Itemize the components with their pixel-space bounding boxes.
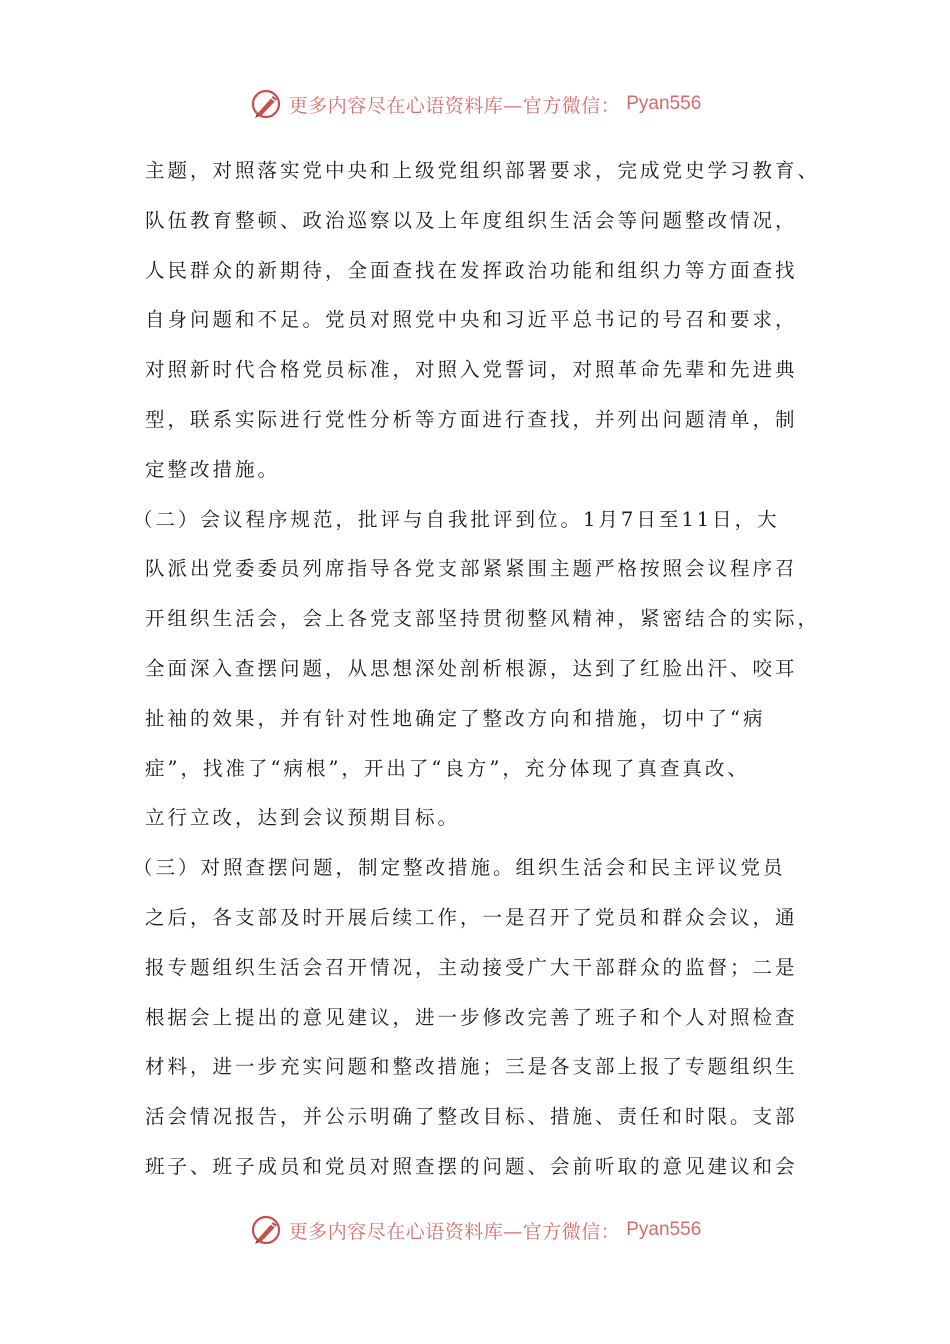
text-line: 材料，进一步充实问题和整改措施；三是各支部上报了专题组织生	[145, 1055, 798, 1079]
text-line: 立行立改，达到会议预期目标。	[145, 806, 461, 830]
text-line: 型，联系实际进行党性分析等方面进行查找，并列出问题清单，制	[145, 407, 798, 431]
text-line: 全面深入查摆问题，从思想深处剖析根源，达到了红脸出汗、咬耳	[145, 656, 798, 680]
text-line: 人民群众的新期待，全面查找在发挥政治功能和组织力等方面查找	[145, 258, 798, 282]
header-wechat-id: Pyan556	[626, 93, 702, 114]
section-heading-line: （三）对照查摆问题，制定整改措施。组织生活会和民主评议党员	[133, 856, 786, 880]
text-line: 活会情况报告，并公示明确了整改目标、措施、责任和时限。支部	[145, 1105, 798, 1129]
section-heading-line: （二）会议程序规范，批评与自我批评到位。1月7日至11日，大	[133, 507, 780, 531]
text-line: 队派出党委委员列席指导各党支部紧紧围主题严格按照会议程序召	[145, 557, 798, 581]
header-banner	[0, 84, 950, 124]
text-line: 对照新时代合格党员标准，对照入党誓词，对照革命先辈和先进典	[145, 358, 798, 382]
footer-banner-text: 更多内容尽在心语资料库—官方微信：	[288, 1220, 621, 1243]
header-banner-text: 更多内容尽在心语资料库—官方微信：	[288, 94, 621, 117]
text-line: 报专题组织生活会召开情况，主动接受广大干部群众的监督；二是	[145, 955, 798, 979]
text-line: 班子、班子成员和党员对照查摆的问题、会前听取的意见建议和会	[145, 1154, 798, 1178]
footer-banner	[0, 1210, 950, 1250]
text-line: 自身问题和不足。党员对照党中央和习近平总书记的号召和要求，	[145, 308, 798, 332]
text-line: 扯袖的效果，并有针对性地确定了整改方向和措施，切中了“病	[145, 706, 766, 730]
footer-wechat-id: Pyan556	[626, 1219, 702, 1240]
text-line: 开组织生活会，会上各党支部坚持贯彻整风精神，紧密结合的实际，	[145, 607, 821, 631]
text-line: 之后，各支部及时开展后续工作，一是召开了党员和群众会议，通	[145, 905, 798, 929]
text-line: 队伍教育整顿、政治巡察以及上年度组织生活会等问题整改情况，	[145, 208, 798, 232]
pen-logo-icon	[249, 87, 283, 121]
text-line: 定整改措施。	[145, 457, 281, 481]
text-line: 主题，对照落实党中央和上级党组织部署要求，完成党史学习教育、	[145, 159, 821, 182]
pen-logo-icon	[249, 1213, 283, 1247]
text-line: 根据会上提出的意见建议，进一步修改完善了班子和个人对照检查	[145, 1005, 798, 1029]
text-line: 症”，找准了“病根”，开出了“良方”，充分体现了真查真改、	[145, 756, 750, 780]
document-body	[133, 146, 821, 1192]
